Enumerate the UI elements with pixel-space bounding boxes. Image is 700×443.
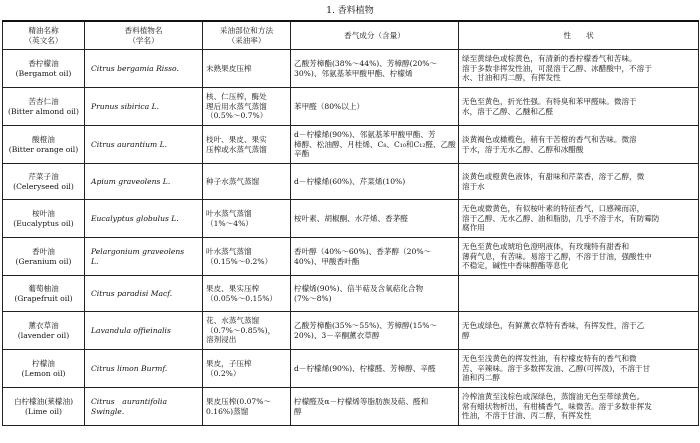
cell-part — [203, 238, 291, 276]
cell-plant — [85, 88, 203, 126]
cell-line: 溶于多数非挥发性油，可混溶于乙醇、冰醋酸中，不溶于 — [462, 63, 652, 73]
cell-composition — [291, 350, 459, 388]
table-row — [3, 50, 699, 88]
cell-line: 叶水蒸气蒸馏 — [206, 209, 252, 219]
cell-name — [3, 276, 85, 312]
cell-line: Apium graveolens L. — [91, 176, 171, 186]
cell-line: 腐作用 — [462, 223, 485, 233]
cell-composition — [291, 88, 459, 126]
cell-line: 醇 — [462, 330, 470, 340]
cell-name — [3, 350, 85, 388]
cell-composition — [291, 276, 459, 312]
oil-table — [2, 20, 699, 426]
table-row — [3, 388, 699, 426]
cell-line: 柠檬醛及α－柠檬烯等脂肪族及萜、醛和 — [294, 397, 429, 407]
cell-line: Eucalyptus globulus L. — [91, 213, 179, 223]
cell-plant — [85, 50, 203, 88]
cell-line: 桉叶素、胡椒酮、水芹烯、香茅醛 — [294, 213, 408, 223]
cell-part — [203, 388, 291, 426]
cell-part — [203, 88, 291, 126]
cell-line: （1%～4%） — [206, 218, 253, 228]
header-part — [203, 21, 291, 50]
cell-plant — [85, 276, 203, 312]
cell-line: 性 状 — [563, 30, 594, 40]
cell-line: 未熟果皮压榨 — [206, 63, 252, 73]
table-row — [3, 238, 699, 276]
cell-line: 无色或绿色，有鲜薰衣草特有香味，有挥发性，溶于乙 — [462, 321, 645, 331]
cell-line: 种子水蒸气蒸馏 — [206, 176, 260, 186]
table-row — [3, 164, 699, 200]
cell-plant — [85, 164, 203, 200]
table-row — [3, 276, 699, 312]
cell-name — [3, 238, 85, 276]
table-row — [3, 88, 699, 126]
table-row — [3, 350, 699, 388]
cell-name — [3, 164, 85, 200]
cell-part — [203, 50, 291, 88]
cell-line: 果皮压榨(0.07%～ — [206, 397, 272, 407]
cell-line: 枝叶、果皮、果实 — [206, 135, 267, 145]
cell-line: 无色至黄色或琥珀色澄明液体，有玫瑰特有甜香和 — [462, 242, 630, 252]
cell-line: （0.2%） — [206, 368, 241, 378]
cell-name — [3, 200, 85, 238]
cell-line: 绿至黄绿色或棕黄色，有清新的香柠檬香气和苦味。 — [462, 54, 637, 64]
cell-line: 薰衣草油 — [28, 321, 59, 331]
cell-line: (lavender oil) — [17, 330, 70, 340]
cell-line: 柠檬烯(90%)、倍半萜及含氧萜化合物 — [294, 284, 424, 294]
cell-composition — [291, 388, 459, 426]
cell-line: Prunus sibirica L. — [91, 101, 160, 111]
cell-line: 乙酸芳樟酯(35%～55%)、芳樟醇(15%～ — [294, 321, 438, 331]
cell-line: 淡黄色或橙黄色液体，有甜味和芹菜香，溶于乙醇，微 — [462, 172, 645, 182]
cell-composition — [291, 312, 459, 350]
cell-line: 芹菜子油 — [28, 172, 59, 182]
cell-name — [3, 126, 85, 164]
cell-name — [3, 50, 85, 88]
cell-line: （0.5%～0.7%） — [206, 111, 268, 121]
cell-line: 淡黄褐色或橄榄色，稍有干苦橙的香气和苦味。微溶 — [462, 135, 637, 145]
cell-composition — [291, 238, 459, 276]
header-composition — [291, 21, 459, 50]
cell-properties — [459, 312, 699, 350]
cell-properties — [459, 88, 699, 126]
cell-plant — [85, 350, 203, 388]
cell-line: 樟醇、松油醇、月桂烯、C₈、C₁₀和C₁₂醛、乙酸 — [294, 139, 456, 149]
cell-line: (Bergamot oil) — [15, 68, 72, 78]
cell-plant — [85, 388, 203, 426]
cell-line: 无色至黄色，折光性强。有特臭和苯甲醛味。微溶于 — [462, 97, 637, 107]
cell-composition — [291, 50, 459, 88]
cell-line: （0.15%～0.2%） — [206, 256, 273, 266]
cell-line: 无色至浅黄色的挥发性油，有柠檬皮特有的香气和微 — [462, 354, 637, 364]
cell-line: 花、水蒸气蒸馏 — [206, 316, 260, 326]
cell-line: 薄荷气息，有苦味。易溶于乙醇，不溶于甘油，强酸性中 — [462, 251, 652, 261]
cell-line: 果皮、果实压榨 — [206, 284, 260, 294]
header-row — [3, 21, 699, 50]
cell-line: 于水，溶于无水乙醇、乙醇和冰醋酸 — [462, 144, 584, 154]
cell-line: 辛酯 — [294, 149, 310, 159]
header-properties — [459, 21, 699, 50]
cell-line: 苯甲醛（80%以上） — [294, 101, 365, 111]
cell-line: 压榨或水蒸气蒸馏 — [206, 144, 267, 154]
cell-plant — [85, 238, 203, 276]
header-plant — [85, 21, 203, 50]
cell-line: 理后用水蒸气蒸馏 — [206, 101, 267, 111]
cell-line: 常有蜡状物析出，有柑橘香气，味微苦。溶于多数非挥发 — [462, 401, 652, 411]
table-row — [3, 312, 699, 350]
cell-line: 香叶醇（40%～60%)、香茅醇（20%～ — [294, 247, 432, 257]
cell-plant — [85, 200, 203, 238]
cell-composition — [291, 200, 459, 238]
table-caption: 1. 香料植物 — [326, 6, 374, 16]
cell-name — [3, 88, 85, 126]
cell-line: 油和丙二醇 — [462, 373, 500, 383]
cell-line: （0.7%～0.85%)， — [206, 325, 276, 335]
cell-line: (Lemon oil) — [21, 368, 66, 378]
cell-line: （学名） — [128, 35, 159, 45]
cell-plant — [85, 126, 203, 164]
cell-plant — [85, 312, 203, 350]
cell-line: 醇 — [294, 406, 302, 416]
cell-line: 溶于乙醇、无水乙醇、油和脂肪，几乎不溶于水，有防霉防 — [462, 213, 660, 223]
cell-properties — [459, 350, 699, 388]
cell-line: 采油部位和方法 — [219, 26, 274, 36]
cell-line: 葡萄柚油 — [28, 284, 59, 294]
cell-line: 性油，不溶于甘油、丙二醇，有挥发性 — [462, 411, 592, 421]
cell-properties — [459, 238, 699, 276]
cell-line: (Bitter almond oil) — [8, 106, 79, 116]
cell-line: 苦、辛辣味。溶于多数挥发油、乙醇(可挥泼)，不溶于甘 — [462, 363, 651, 373]
cell-part — [203, 200, 291, 238]
cell-line: Citrus paradisi Macf. — [91, 288, 173, 298]
cell-line: 叶水蒸气蒸馏 — [206, 247, 252, 257]
cell-properties — [459, 388, 699, 426]
cell-line: 苦杏仁油 — [28, 97, 59, 107]
cell-line: Citrus bergamia Risso. — [91, 63, 179, 73]
cell-line: d－柠檬烯(60%)、芹菜烯(10%) — [294, 176, 406, 186]
cell-name — [3, 388, 85, 426]
cell-line: 水、甘油和丙二醇，有挥发性 — [462, 73, 561, 83]
cell-line: (Eucalyptus oil) — [13, 218, 74, 228]
cell-line: (Bitter orange oil) — [8, 144, 79, 154]
cell-part — [203, 276, 291, 312]
cell-line: 柠檬油 — [32, 359, 55, 369]
cell-line: 溶于水 — [462, 181, 485, 191]
cell-line: 精油名称 — [28, 26, 59, 36]
cell-line: 20%)、3－辛酮薰衣草醇 — [294, 330, 380, 340]
cell-line: 香料植物名 — [124, 26, 163, 36]
cell-part — [203, 126, 291, 164]
cell-line: 香叶油 — [32, 247, 55, 257]
cell-line: Swingle. — [91, 406, 125, 416]
cell-properties — [459, 200, 699, 238]
cell-line: Citrus aurantifolia — [91, 397, 168, 407]
cell-line: 果皮，子压榨 — [206, 359, 252, 369]
cell-line: (Grapefruit oil) — [14, 293, 73, 303]
cell-line: Citrus aurantium L. — [91, 139, 168, 149]
cell-line: （采油率） — [227, 35, 266, 45]
cell-line: Pelargonium graveolens — [91, 247, 185, 257]
cell-part — [203, 350, 291, 388]
cell-properties — [459, 276, 699, 312]
cell-line: 桉叶油 — [32, 209, 55, 219]
cell-line: Lavandula offieinalis — [91, 325, 171, 335]
cell-line: （0.05%～0.15%） — [206, 293, 278, 303]
cell-line: 白柠檬油(莱檬油) — [13, 397, 74, 407]
cell-line: (7%～8%) — [294, 293, 332, 303]
cell-line: 核、仁压榨，酶处 — [206, 92, 267, 102]
cell-composition — [291, 126, 459, 164]
cell-line: 水，溶于乙醇、乙醚和乙醛 — [462, 106, 554, 116]
cell-line: L. — [91, 256, 99, 266]
cell-line: 乙酸芳樟酯(38%～44%)、芳樟醇(20%～ — [294, 59, 438, 69]
cell-line: 香柠檬油 — [28, 59, 59, 69]
cell-line: (Geranium oil) — [15, 256, 72, 266]
cell-line: 溶剂浸出 — [206, 335, 237, 345]
cell-line: d－柠檬烯(90%)、邻氨基苯甲酸甲酯、芳 — [294, 130, 436, 140]
cell-line: Citrus limon Burmf. — [91, 363, 168, 373]
table-row — [3, 200, 699, 238]
cell-part — [203, 312, 291, 350]
cell-line: 香气成分（含量） — [344, 30, 405, 40]
cell-composition — [291, 164, 459, 200]
cell-line: （英文名） — [24, 35, 63, 45]
cell-properties — [459, 164, 699, 200]
cell-line: 无色或微黄色，有似桉叶素的特征香气，口感辣而凉， — [462, 204, 645, 214]
cell-line: 40%)、甲酸香叶酯 — [294, 256, 360, 266]
header-name — [3, 21, 85, 50]
cell-line: (Celeryseed oil) — [13, 181, 74, 191]
table-row — [3, 126, 699, 164]
cell-line: 30%)、邻氨基苯甲酸甲酯、柠檬烯 — [294, 68, 413, 78]
table-body — [3, 50, 699, 426]
cell-part — [203, 164, 291, 200]
cell-name — [3, 312, 85, 350]
cell-line: 0.16%)蒸馏 — [206, 406, 249, 416]
cell-line: 冷榨油黄至浅棕色或深绿色，蒸馏油无色至带绿黄色。 — [462, 392, 645, 402]
cell-line: 酸橙油 — [32, 135, 55, 145]
cell-line: (Lime oil) — [25, 406, 62, 416]
cell-properties — [459, 126, 699, 164]
cell-line: 不稳定，碱性中香味醇酯等息化 — [462, 261, 569, 271]
cell-properties — [459, 50, 699, 88]
cell-line: d－柠檬烯(90%)、柠檬醛、芳樟醇、辛醛 — [294, 363, 436, 373]
